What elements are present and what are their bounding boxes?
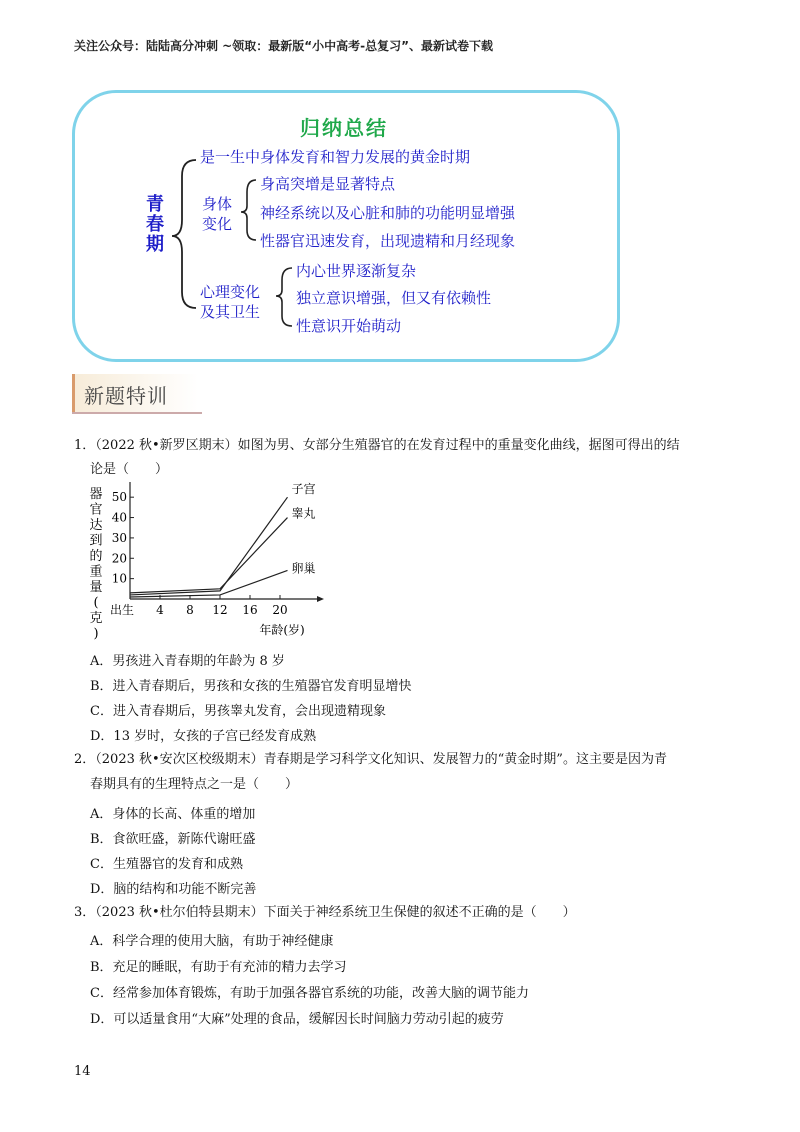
x-tick-label: 8 (186, 603, 194, 617)
x-tick-label: 20 (272, 603, 288, 617)
question-3-line-1: 3．（2023 秋•杜尔伯特县期末）下面关于神经系统卫生保健的叙述不正确的是（ ） (74, 905, 576, 920)
question-2-line-1: 2．（2023 秋•安次区校级期末）青春期是学习科学文化知识、发展智力的“黄金时期”。这主要是因为青 (74, 752, 667, 767)
page-header: 关注公众号：陆陆高分冲刺 ~领取：最新版“小中高考-总复习”、最新试卷下载 (74, 39, 493, 53)
y-axis-label-char: 克 (89, 611, 103, 626)
mental-change-item: 独立意识增强，但又有依赖性 (296, 289, 492, 307)
x-tick-label: 出生 (109, 603, 134, 617)
body-change-item: 性器官迅速发育，出现遗精和月经现象 (260, 232, 516, 250)
question-3-option: B．充足的睡眠，有助于有充沛的精力去学习 (90, 960, 347, 975)
x-axis-arrow (317, 596, 324, 602)
body-change-label-1: 身体 (202, 195, 233, 213)
series-label: 子宫 (291, 482, 316, 497)
question-2-option: A．身体的长高、体重的增加 (90, 807, 256, 822)
y-tick-label: 10 (111, 571, 127, 586)
mental-change-label-2: 及其卫生 (200, 303, 261, 321)
summary-title: 归纳总结 (300, 116, 388, 140)
mental-brace (276, 268, 292, 326)
question-1-option: C．进入青春期后，男孩睾丸发育，会出现遗精现象 (90, 704, 386, 719)
question-3-option: A．科学合理的使用大脑，有助于神经健康 (90, 934, 334, 949)
summary-braces (0, 0, 800, 400)
root-brace (172, 160, 196, 308)
series-label: 睾丸 (291, 506, 316, 521)
question-2-option: C．生殖器官的发育和成熟 (90, 857, 243, 872)
x-axis-label: 年龄(岁) (259, 623, 305, 637)
y-tick-label: 20 (111, 551, 127, 566)
y-tick-label: 40 (111, 510, 127, 525)
y-axis-label-char: 器 (89, 487, 103, 502)
body-change-item: 身高突增是显著特点 (260, 175, 396, 193)
y-tick-label: 30 (111, 530, 127, 545)
mental-change-item: 内心世界逐渐复杂 (296, 262, 417, 280)
body-change-label-2: 变化 (202, 215, 233, 233)
question-1-option: B．进入青春期后，男孩和女孩的生殖器官发育明显增快 (90, 679, 412, 694)
x-tick-label: 4 (156, 603, 164, 617)
body-change-item: 神经系统以及心脏和肺的功能明显增强 (260, 204, 516, 222)
series-line (130, 497, 288, 595)
question-1-line-1: 1．（2022 秋•新罗区期末）如图为男、女部分生殖器官的在发育过程中的重量变化曲线，据图可得出的结 (74, 438, 680, 453)
y-axis-label-char: ) (93, 626, 99, 642)
question-3-option: D．可以适量食用“大麻”处理的食品，缓解因长时间脑力劳动引起的疲劳 (90, 1012, 504, 1027)
section-underline (72, 412, 202, 414)
question-1-line-2: 论是（ ） (90, 462, 169, 477)
series-label: 卵巢 (291, 561, 316, 576)
mental-change-label-1: 心理变化 (200, 283, 261, 301)
question-1-option: A．男孩进入青春期的年龄为 8 岁 (90, 654, 285, 669)
growth-chart (86, 482, 346, 642)
y-axis-label-char: ( (93, 595, 99, 611)
y-axis-label-char: 的 (89, 549, 103, 564)
mental-change-item: 性意识开始萌动 (296, 317, 402, 335)
question-3-option: C．经常参加体育锻炼，有助于加强各器官系统的功能，改善大脑的调节能力 (90, 986, 529, 1001)
y-axis-label-char: 官 (89, 502, 103, 518)
question-2-option: B．食欲旺盛，新陈代谢旺盛 (90, 832, 256, 847)
y-tick-label: 50 (111, 490, 127, 505)
question-2-line-2: 春期具有的生理特点之一是（ ） (90, 777, 299, 792)
x-tick-label: 16 (242, 603, 258, 617)
y-axis-label-char: 到 (89, 533, 103, 549)
series-line (130, 570, 288, 596)
y-axis-label-char: 量 (89, 580, 103, 595)
series-line (130, 518, 288, 593)
y-axis-label-char: 重 (89, 564, 103, 580)
page-number: 14 (74, 1064, 91, 1079)
question-2-option: D．脑的结构和功能不断完善 (90, 882, 257, 897)
question-1-option: D．13 岁时，女孩的子宫已经发育成熟 (90, 729, 317, 744)
summary-root-label: 青春期 (146, 194, 164, 255)
x-tick-label: 12 (212, 603, 228, 617)
section-title: 新题特训 (84, 384, 168, 408)
y-axis-label-char: 达 (89, 518, 103, 533)
summary-golden-line: 是一生中身体发育和智力发展的黄金时期 (200, 148, 471, 166)
body-brace (241, 180, 256, 240)
